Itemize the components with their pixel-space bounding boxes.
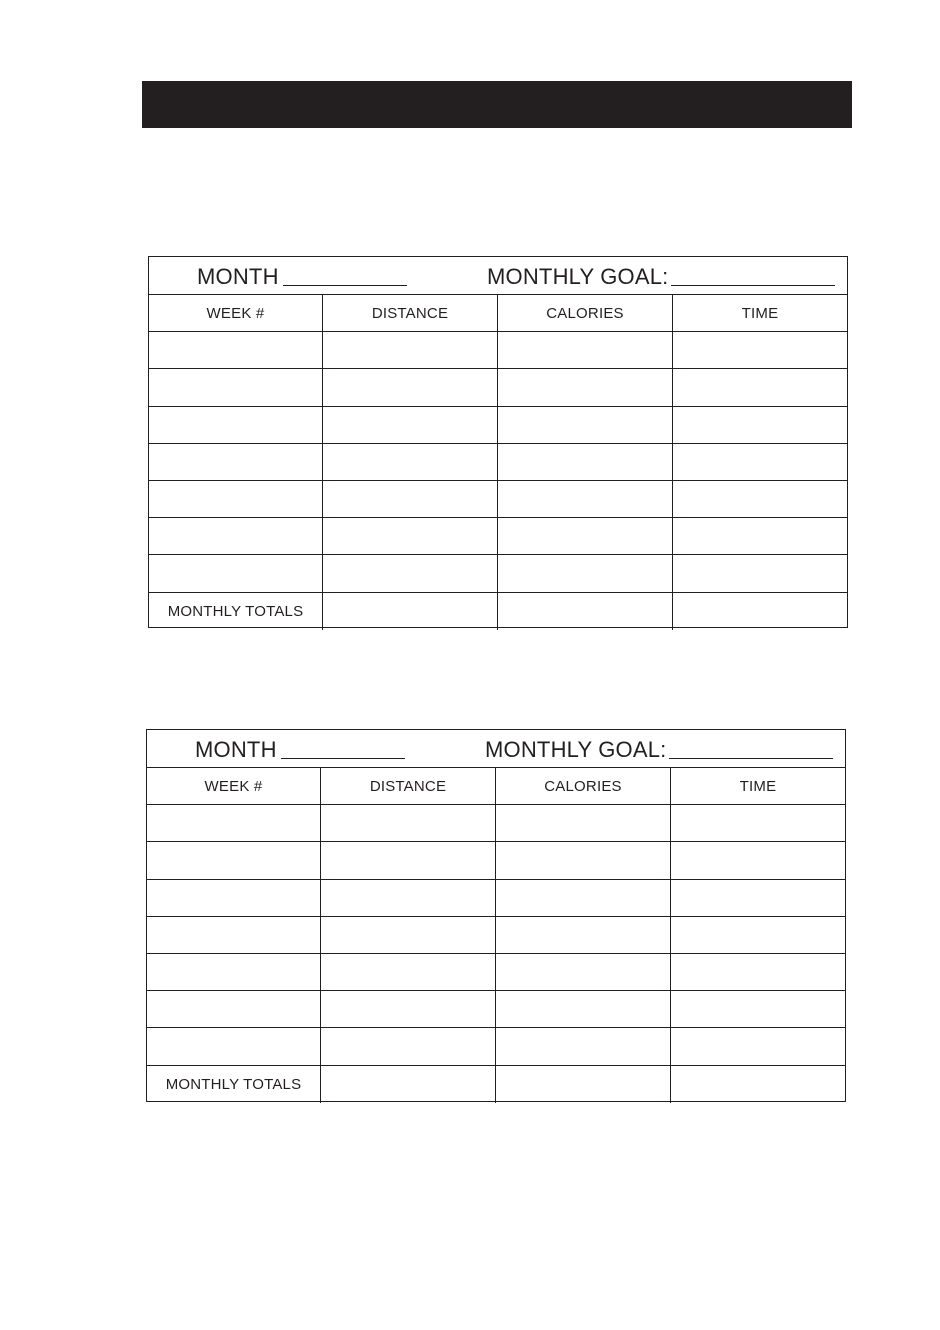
time-cell[interactable] (673, 481, 847, 517)
distance-cell[interactable] (321, 1028, 496, 1064)
monthly-goal-label: MONTHLY GOAL: (485, 737, 667, 762)
distance-cell[interactable] (321, 805, 496, 841)
column-header-distance: DISTANCE (321, 768, 496, 804)
distance-cell[interactable] (321, 880, 496, 916)
calories-cell[interactable] (498, 369, 673, 405)
table-row (147, 991, 845, 1028)
week-cell[interactable] (147, 991, 321, 1027)
table-row (147, 842, 845, 879)
distance-total-cell[interactable] (323, 593, 498, 630)
calories-cell[interactable] (496, 842, 671, 878)
distance-cell[interactable] (321, 917, 496, 953)
calories-cell[interactable] (498, 407, 673, 443)
time-cell[interactable] (671, 880, 845, 916)
distance-cell[interactable] (323, 444, 498, 480)
table-row (147, 880, 845, 917)
week-cell[interactable] (149, 369, 323, 405)
distance-cell[interactable] (323, 407, 498, 443)
week-cell[interactable] (149, 444, 323, 480)
totals-row (149, 593, 847, 630)
monthly-totals-label: MONTHLY TOTALS (147, 1066, 321, 1103)
week-cell[interactable] (147, 1028, 321, 1064)
distance-cell[interactable] (323, 518, 498, 554)
table-title-row (147, 730, 845, 768)
time-cell[interactable] (673, 369, 847, 405)
time-cell[interactable] (671, 805, 845, 841)
column-header-time: TIME (739, 777, 777, 795)
column-header-time: TIME (741, 304, 779, 322)
table-row (149, 555, 847, 592)
calories-cell[interactable] (496, 880, 671, 916)
time-cell[interactable] (673, 407, 847, 443)
calories-cell[interactable] (498, 444, 673, 480)
distance-cell[interactable] (321, 991, 496, 1027)
monthly-log-table-2 (146, 729, 846, 1102)
time-cell[interactable] (671, 954, 845, 990)
column-header-row (147, 768, 845, 805)
time-cell[interactable] (671, 991, 845, 1027)
distance-cell[interactable] (323, 481, 498, 517)
calories-total-cell[interactable] (498, 593, 673, 630)
month-label: MONTH (197, 264, 279, 289)
distance-cell[interactable] (323, 555, 498, 591)
totals-row (147, 1066, 845, 1103)
week-cell[interactable] (149, 481, 323, 517)
calories-cell[interactable] (498, 332, 673, 368)
week-cell[interactable] (147, 917, 321, 953)
time-cell[interactable] (671, 917, 845, 953)
week-cell[interactable] (147, 880, 321, 916)
calories-cell[interactable] (496, 991, 671, 1027)
column-header-row (149, 295, 847, 332)
column-header-calories: CALORIES (496, 768, 671, 804)
calories-cell[interactable] (496, 805, 671, 841)
calories-cell[interactable] (496, 1028, 671, 1064)
time-cell[interactable] (673, 518, 847, 554)
time-cell[interactable] (673, 555, 847, 591)
calories-total-cell[interactable] (496, 1066, 671, 1103)
time-cell[interactable] (673, 332, 847, 368)
month-label: MONTH (195, 737, 277, 762)
time-cell[interactable] (671, 842, 845, 878)
column-header-week: WEEK # (149, 295, 323, 331)
table-row (149, 407, 847, 444)
monthly-goal-entry-line[interactable] (671, 285, 835, 286)
month-entry-line[interactable] (283, 285, 407, 286)
week-cell[interactable] (149, 518, 323, 554)
table-row (147, 805, 845, 842)
time-total-cell[interactable] (671, 1066, 845, 1103)
week-cell[interactable] (149, 407, 323, 443)
table-row (147, 917, 845, 954)
week-cell[interactable] (147, 842, 321, 878)
table-row (147, 954, 845, 991)
distance-cell[interactable] (321, 954, 496, 990)
week-cell[interactable] (149, 332, 323, 368)
distance-total-cell[interactable] (321, 1066, 496, 1103)
header-bar (142, 81, 852, 128)
table-row (149, 369, 847, 406)
time-total-cell[interactable] (673, 593, 847, 630)
month-entry-line[interactable] (281, 758, 405, 759)
distance-cell[interactable] (321, 842, 496, 878)
distance-cell[interactable] (323, 332, 498, 368)
week-cell[interactable] (147, 954, 321, 990)
time-cell[interactable] (673, 444, 847, 480)
table-row (149, 518, 847, 555)
distance-cell[interactable] (323, 369, 498, 405)
calories-cell[interactable] (496, 954, 671, 990)
monthly-goal-entry-line[interactable] (669, 758, 833, 759)
calories-cell[interactable] (498, 518, 673, 554)
column-header-calories: CALORIES (498, 295, 673, 331)
column-header-distance: DISTANCE (323, 295, 498, 331)
calories-cell[interactable] (496, 917, 671, 953)
time-cell[interactable] (671, 1028, 845, 1064)
table-row (149, 481, 847, 518)
table-title-row (149, 257, 847, 295)
week-cell[interactable] (147, 805, 321, 841)
calories-cell[interactable] (498, 555, 673, 591)
column-header-week: WEEK # (147, 768, 321, 804)
table-row (149, 332, 847, 369)
calories-cell[interactable] (498, 481, 673, 517)
monthly-totals-label: MONTHLY TOTALS (149, 593, 323, 630)
monthly-goal-label: MONTHLY GOAL: (487, 264, 669, 289)
table-row (149, 444, 847, 481)
table-row (147, 1028, 845, 1065)
monthly-log-table-1 (148, 256, 848, 628)
week-cell[interactable] (149, 555, 323, 591)
